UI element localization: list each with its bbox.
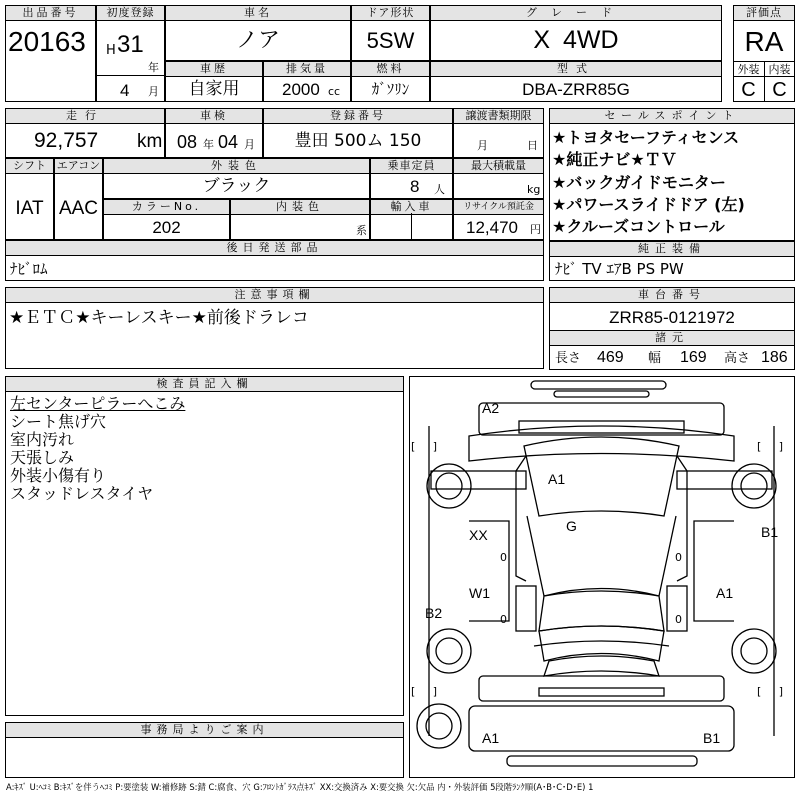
load-unit: kg — [527, 183, 541, 196]
recycle-label: リサイクル預託金 — [453, 199, 544, 215]
mileage: 92,757 — [34, 129, 99, 152]
bracket-mark: [ ] — [411, 685, 438, 698]
score: RA — [744, 26, 784, 57]
length-label: 長さ — [555, 351, 582, 366]
car-name: ノア — [235, 28, 280, 53]
chassis-label: 車台番号 — [549, 287, 795, 303]
inspector-label: 検査員記入欄 — [5, 376, 404, 392]
sales-item: ★クルーズコントロール — [552, 217, 725, 236]
inspector-line: シート焦げ穴 — [10, 412, 107, 431]
damage-mark: W1 — [469, 585, 490, 601]
fuel-label: 燃料 — [351, 61, 430, 77]
notes-label: 注意事項欄 — [5, 287, 544, 303]
reg-label: 初度登録 — [96, 5, 165, 21]
damage-mark: A1 — [716, 585, 734, 601]
transfer-day: 日 — [527, 139, 538, 152]
reg-year-unit: 年 — [148, 61, 159, 74]
damage-mark: G — [566, 518, 577, 534]
chassis: ZRR85-0121972 — [609, 308, 735, 327]
plate: 豊田 500ム 150 — [294, 131, 422, 151]
sales-label: セールスポイント — [549, 108, 795, 124]
inspector-line: 室内汚れ — [10, 430, 75, 449]
legend: A:ｷｽﾞ U:ﾍｺﾐ B:ｷｽﾞを伴うﾍｺﾐ P:要塗装 W:補修跡 S:錆 C:腐食、穴 G:ﾌﾛﾝﾄｶﾞﾗｽ点ｷｽﾞ XX:交換済み X:要交換 欠:欠品 内・外装評価 5段階ﾗﾝｸ順(A･B･C･D･E) 1 — [6, 782, 594, 792]
equip: ﾅﾋﾞ TV ｴｱB PS PW — [555, 260, 684, 278]
color-label: 外装色 — [103, 158, 370, 174]
length: 469 — [597, 349, 624, 366]
zero-mark: 0 — [500, 551, 507, 564]
mileage-label: 走行 — [5, 108, 165, 124]
sales-item: ★純正ナビ★ＴＶ — [552, 150, 677, 169]
recycle-unit: 円 — [530, 223, 541, 236]
mileage-unit: km — [137, 131, 163, 152]
history-label: 車歴 — [165, 61, 263, 77]
zero-mark: 0 — [675, 551, 682, 564]
ac-label: エアコン — [54, 158, 103, 174]
bracket-mark: [ ] — [411, 440, 438, 453]
int-label: 内装 — [768, 63, 791, 76]
score-label: 評価点 — [733, 5, 795, 21]
damage-mark: B2 — [425, 605, 443, 621]
bracket-mark: [ ] — [757, 685, 784, 698]
grade: X 4WD — [533, 26, 619, 54]
shift: IAT — [15, 198, 44, 219]
model-label: 型式 — [430, 61, 722, 77]
intcolor-unit: 系 — [356, 224, 367, 237]
inspect-month: 04 — [218, 132, 239, 152]
ac: AAC — [58, 198, 99, 219]
ext-label: 外装 — [737, 63, 760, 76]
capacity: 8 — [410, 177, 420, 196]
lot-number: 20163 — [8, 26, 86, 57]
ext-grade: C — [741, 79, 756, 101]
reg-month-unit: 月 — [148, 85, 159, 98]
diagram-outlines — [417, 381, 779, 766]
recycle: 12,470 — [466, 218, 518, 237]
reg-year: 31 — [117, 31, 144, 58]
damage-mark: A1 — [482, 730, 500, 746]
sales-item: ★パワースライドドア (左) — [552, 195, 745, 214]
office-label: 事務局よりご案内 — [5, 722, 404, 738]
colorno: 202 — [152, 218, 181, 237]
sales-item: ★トヨタセーフティセンス — [552, 128, 740, 147]
parts: ﾅﾋﾞﾛﾑ — [10, 260, 48, 278]
displacement: 2000 — [282, 80, 320, 99]
import-label: 輸入車 — [370, 199, 453, 215]
inspect-label: 車検 — [165, 108, 263, 124]
fuel: ｶﾞｿﾘﾝ — [371, 80, 410, 98]
equip-label: 純正装備 — [549, 241, 795, 257]
capacity-unit: 人 — [434, 183, 445, 196]
inspector-line: スタッドレスタイヤ — [10, 484, 154, 503]
lot-label: 出品番号 — [5, 5, 96, 21]
transfer-month: 月 — [477, 139, 488, 152]
door-type: 5SW — [366, 28, 415, 53]
parts-label: 後日発送部品 — [5, 240, 544, 256]
color: ブラック — [202, 176, 271, 196]
damage-mark: A1 — [548, 471, 566, 487]
transfer-label: 譲渡書類期限 — [453, 108, 544, 124]
inspect-year-unit: 年 — [203, 138, 214, 151]
width-label: 幅 — [648, 351, 662, 366]
inspect-month-unit: 月 — [244, 138, 255, 151]
zero-mark: 0 — [500, 613, 507, 626]
capacity-label: 乗車定員 — [370, 158, 453, 174]
inspect-year: 08 — [177, 132, 198, 152]
inspector-line: 外装小傷有り — [10, 466, 107, 485]
damage-mark: XX — [469, 527, 488, 543]
car-diagram — [409, 376, 795, 778]
width: 169 — [680, 349, 707, 366]
model: DBA-ZRR85G — [522, 80, 630, 99]
load-label: 最大積載量 — [453, 158, 544, 174]
height: 186 — [761, 349, 788, 366]
sales-item: ★バックガイドモニター — [552, 173, 726, 192]
plate-label: 登録番号 — [263, 108, 453, 124]
damage-mark: A2 — [482, 400, 500, 416]
zero-mark: 0 — [675, 613, 682, 626]
dims-label: 諸元 — [549, 330, 795, 346]
notes: ★ＥＴＣ★キーレスキー★前後ドラレコ — [9, 308, 309, 328]
damage-mark: B1 — [703, 730, 721, 746]
history: 自家用 — [188, 79, 240, 99]
reg-month: 4 — [120, 81, 130, 100]
reg-era: H — [106, 43, 116, 58]
shift-label: シフト — [5, 158, 54, 174]
int-grade: C — [772, 79, 787, 101]
bracket-mark: [ ] — [757, 440, 784, 453]
intcolor-label: 内装色 — [230, 199, 370, 215]
name-label: 車名 — [165, 5, 351, 21]
grade-label: グレード — [430, 5, 722, 21]
damage-mark: B1 — [761, 524, 779, 540]
door-label: ドア形状 — [351, 5, 430, 21]
disp-label: 排気量 — [263, 61, 351, 77]
inspector-line: 天張しみ — [10, 448, 75, 467]
height-label: 高さ — [724, 351, 751, 366]
disp-unit: cc — [328, 85, 341, 98]
colorno-label: カラーNo. — [103, 199, 230, 215]
inspector-line: 左センターピラーへこみ — [10, 394, 186, 413]
